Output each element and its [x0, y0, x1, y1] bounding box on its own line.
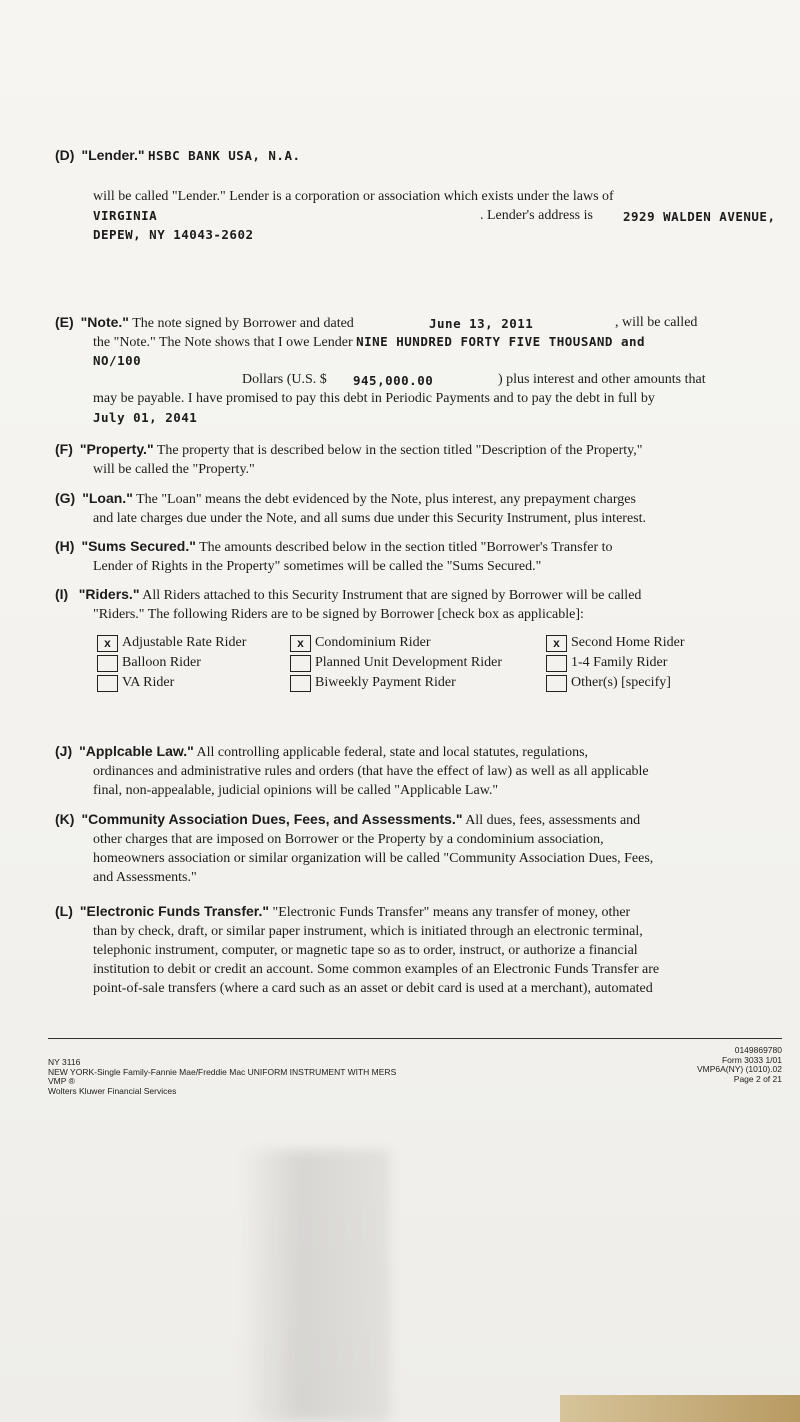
section-i-text2: "Riders." The following Riders are to be signed by Borrower [check box as applicable]: [93, 607, 584, 622]
rider-condominium[interactable] [290, 633, 431, 653]
section-h-text: The amounts described below in the section titled "Borrower's Transfer to [199, 540, 613, 555]
rider-planned-unit[interactable] [290, 653, 502, 673]
checkbox[interactable]: x [97, 635, 118, 652]
section-k-heading: "Community Association Dues, Fees, and Assessments." [81, 811, 463, 827]
section-e-text: , will be called [615, 315, 698, 330]
section-f-text: The property that is described below in the section titled "Description of the Property," [156, 443, 643, 458]
checkbox[interactable]: x [546, 635, 567, 652]
section-j-marker: (J) [55, 743, 73, 759]
rider-one-four-family[interactable] [546, 653, 667, 673]
section-k [55, 810, 775, 887]
section-e-marker: (E) [55, 314, 74, 330]
lender-address-label: . Lender's address is [480, 208, 593, 223]
publisher: Wolters Kluwer Financial Services [48, 1085, 177, 1096]
section-g-marker: (G) [55, 490, 76, 506]
rider-va[interactable] [97, 673, 174, 693]
rider-label: Condominium Rider [315, 635, 431, 650]
section-j [55, 742, 775, 800]
section-e-text: ) plus interest and other amounts that [498, 372, 706, 387]
section-k-text3: homeowners association or similar organization will be called "Community Association Dues, Fees, [93, 851, 654, 866]
section-l-text5: point-of-sale transfers (where a card such as an asset or debit card is used at a merchant), automated [93, 981, 653, 996]
section-g-text2: and late charges due under the Note, and all sums due under this Security Instrument, plus interest. [93, 511, 646, 526]
section-e-text: the "Note." The Note shows that I owe Lender [93, 335, 353, 350]
section-j-text2: ordinances and administrative rules and orders (that have the effect of law) as well as all applicable [93, 764, 649, 779]
section-g-text: The "Loan" means the debt evidenced by the Note, plus interest, any prepayment charges [136, 492, 636, 507]
section-j-text3: final, non-appealable, judicial opinions will be called "Applicable Law." [93, 783, 499, 798]
section-l-text3: telephonic instrument, computer, or magnetic tape so as to order, instruct, or authorize a financial [93, 943, 638, 958]
lender-state: VIRGINIA [93, 208, 158, 223]
checkbox[interactable] [97, 655, 118, 672]
lender-address-line2: DEPEW, NY 14043-2602 [93, 227, 254, 242]
section-l-text2: than by check, draft, or similar paper instrument, which is initiated through an electronic terminal, [93, 924, 643, 939]
section-h-text2: Lender of Rights in the Property" sometimes will be called the "Sums Secured." [93, 559, 542, 574]
rider-balloon[interactable] [97, 653, 201, 673]
section-d-marker: (D) [55, 147, 75, 163]
section-f-heading: "Property." [79, 441, 154, 457]
section-g [55, 489, 775, 528]
section-k-marker: (K) [55, 811, 75, 827]
section-f-text2: will be called the "Property." [93, 462, 255, 477]
rider-label: Balloon Rider [122, 655, 201, 670]
rider-biweekly[interactable] [290, 673, 456, 693]
lender-address-line1: 2929 WALDEN AVENUE, [623, 209, 776, 224]
checkbox[interactable]: x [290, 635, 311, 652]
form-description: NEW YORK-Single Family-Fannie Mae/Freddie Mac UNIFORM INSTRUMENT WITH MERS [48, 1066, 397, 1077]
section-k-text2: other charges that are imposed on Borrower or the Property by a condominium association, [93, 832, 604, 847]
section-l-text4: institution to debit or credit an account. Some common examples of an Electronic Funds Transfer are [93, 962, 660, 977]
rider-label: Adjustable Rate Rider [122, 635, 247, 650]
rider-label: VA Rider [122, 675, 175, 690]
form-code: NY 3116 [48, 1057, 81, 1067]
checkbox[interactable] [290, 675, 311, 692]
section-f-marker: (F) [55, 441, 73, 457]
section-d-heading: "Lender." [81, 147, 145, 163]
rider-second-home[interactable] [546, 633, 685, 653]
note-amount: 945,000.00 [353, 373, 434, 388]
checkbox[interactable] [97, 675, 118, 692]
section-h [55, 537, 775, 576]
section-g-heading: "Loan." [82, 490, 133, 506]
section-e [55, 313, 775, 427]
rider-label: 1-4 Family Rider [571, 655, 668, 670]
form-number: Form 3033 1/01 [721, 1054, 782, 1065]
lender-name: HSBC BANK USA, N.A. [148, 148, 301, 163]
rider-label: Second Home Rider [571, 635, 685, 650]
rider-other[interactable] [546, 673, 671, 693]
loan-number: 0149869780 [734, 1045, 782, 1055]
table-surface [560, 1395, 800, 1422]
footer-right [640, 1046, 782, 1084]
rider-label: Biweekly Payment Rider [315, 675, 456, 690]
section-k-text: All dues, fees, assessments and [465, 813, 641, 828]
section-l-text: "Electronic Funds Transfer" means any transfer of money, other [272, 905, 631, 920]
section-e-heading: "Note." [80, 314, 129, 330]
section-i [55, 585, 775, 624]
vmp-mark: VMP ® [48, 1076, 75, 1086]
section-l-marker: (L) [55, 903, 73, 919]
section-d-line: will be called "Lender." Lender is a corporation or association which exists under the laws of [93, 189, 614, 204]
section-f [55, 440, 775, 479]
section-l-heading: "Electronic Funds Transfer." [79, 903, 269, 919]
section-j-heading: "Applcable Law." [79, 743, 194, 759]
vmp-code: VMP6A(NY) (1010).02 [696, 1064, 782, 1074]
section-h-heading: "Sums Secured." [81, 538, 196, 554]
section-j-text: All controlling applicable federal, state and local statutes, regulations, [196, 745, 589, 760]
page-number: Page 2 of 21 [733, 1073, 782, 1084]
section-e-text: may be payable. I have promised to pay this debt in Periodic Payments and to pay the debt in full by [93, 391, 655, 406]
note-date: June 13, 2011 [429, 316, 534, 331]
checkbox[interactable] [546, 655, 567, 672]
footer-divider [48, 1038, 782, 1039]
checkbox[interactable] [290, 655, 311, 672]
section-k-text4: and Assessments." [93, 870, 197, 885]
footer-left [48, 1058, 528, 1096]
section-d [55, 146, 775, 166]
section-i-marker: (I) [55, 586, 69, 602]
due-date: July 01, 2041 [93, 410, 198, 425]
rider-label: Other(s) [specify] [571, 675, 671, 690]
section-e-text: The note signed by Borrower and dated [132, 316, 354, 331]
section-d-body [55, 187, 800, 244]
section-l [55, 902, 775, 998]
section-i-text: All Riders attached to this Security Instrument that are signed by Borrower will be called [142, 588, 642, 603]
section-h-marker: (H) [55, 538, 75, 554]
rider-adjustable-rate[interactable] [97, 633, 246, 653]
photo-shadow [240, 1150, 390, 1422]
section-i-heading: "Riders." [78, 586, 140, 602]
rider-label: Planned Unit Development Rider [315, 655, 503, 670]
amount-words-cont: NO/100 [93, 353, 142, 368]
dollars-label: Dollars (U.S. $ [242, 372, 327, 387]
checkbox[interactable] [546, 675, 567, 692]
amount-words: NINE HUNDRED FORTY FIVE THOUSAND and [356, 334, 646, 349]
